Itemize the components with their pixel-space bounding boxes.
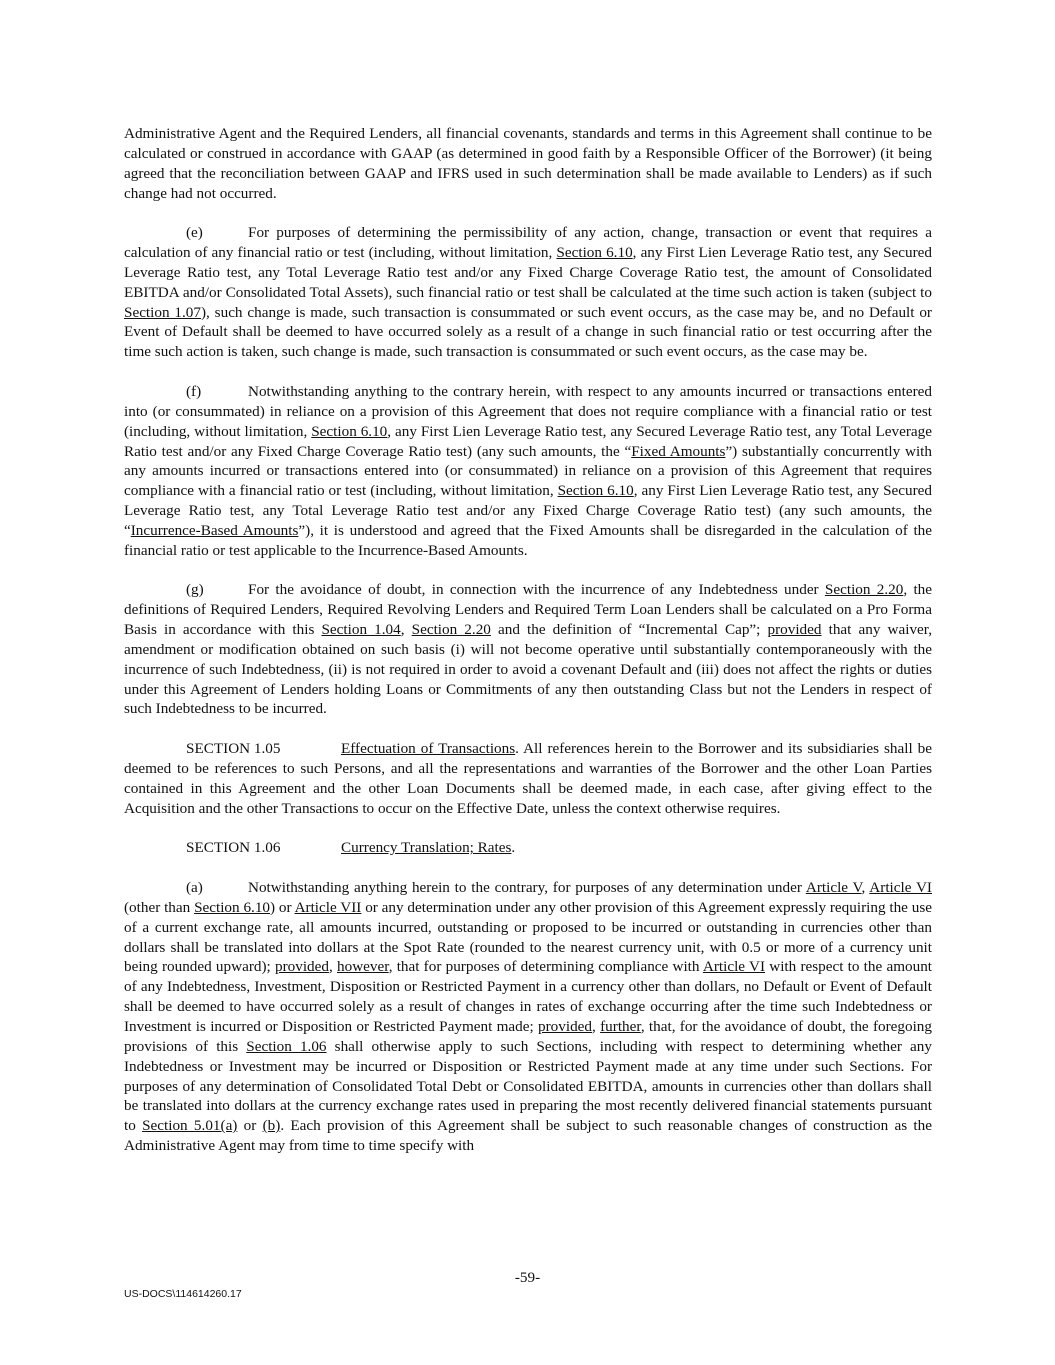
cross-reference: Section 6.10 (311, 422, 388, 440)
text-run: ) or (270, 898, 295, 916)
text-run: and the definition of “Incremental Cap”; (490, 621, 768, 639)
cross-reference: Section 6.10 (557, 482, 634, 500)
text-run: (other than (124, 898, 195, 916)
text-run: . (511, 839, 516, 857)
cross-reference: Section 1.06 (246, 1037, 327, 1055)
cross-reference: Section 6.10 (556, 244, 633, 262)
text-run: or any determination under any other provision of this Agreement expressly requiring the use of a current exchange rate, all amounts incurred, outstanding or proposed to be incurred or outstanding in currencies other than dollars shall be translated into dollars at the Spot Rate (rounded to the nearest currency unit, with 0.5 or more of a currency unit being rounded upward); (124, 898, 932, 976)
text-run: ”), it is understood and agreed that the Fixed Amounts shall be disregarded in the calculation of the financial ratio or test applicable to the Incurrence-Based Amounts. (124, 521, 932, 559)
text-run: , that, for the avoidance of doubt, the foregoing provisions of this (124, 1017, 932, 1055)
cross-reference: Incurrence-Based Amounts (130, 521, 299, 539)
cross-reference: Effectuation of Transactions (341, 740, 516, 758)
cross-reference: provided (538, 1017, 593, 1035)
text-run: , the definitions of Required Lenders, Required Revolving Lenders and Required Term Loan Lenders shall be calculated on a Pro Forma Basis in accordance with this (124, 581, 933, 639)
cross-reference: (b) (262, 1117, 281, 1135)
cross-reference: Section 6.10 (194, 898, 271, 916)
text-run: , any First Lien Leverage Ratio test, any Secured Leverage Ratio test, any Total Leverage Ratio test and/or any Fixed Charge Coverage Ratio test, the amount of Consolidated EBITDA and/or Consolidated Total Assets), such financial ratio or test shall be calculated at the time such action is taken (subject to (124, 244, 933, 301)
cross-reference: Section 5.01(a) (142, 1117, 238, 1135)
cross-reference: Fixed Amounts (631, 442, 726, 460)
text-run: , (861, 879, 870, 897)
paragraph-p-1-04-f (124, 382, 932, 561)
text-run: , that for purposes of determining compliance with (388, 958, 703, 976)
cross-reference: however (337, 958, 389, 976)
text-run: with respect to the amount of any Indebtedness, Investment, Disposition or Restricted Payment in a currency other than dollars, no Default or Event of Default shall be deemed to have occurred solely as a result of changes in rates of exchange occurring after the time such Indebtedness or Investment is incurred or Disposition or Restricted Payment made; (124, 958, 933, 1035)
text-run: that any waiver, amendment or modification obtained on such basis (i) will not become operative until substantially contemporaneously with the incurrence of such Indebtedness, (ii) is not required in order to avoid a covenant Default and (iii) does not affect the rights or duties under this Agreement of Lenders holding Loans or Commitments of any then outstanding Class but not the Lenders in respect of such Indebtedness to be incurred. (124, 621, 933, 718)
section-number: SECTION 1.06 (186, 839, 281, 857)
paragraph-p-continuation (124, 124, 932, 203)
text-run: For purposes of determining the permissibility of any action, change, transaction or event that requires a calculation of any financial ratio or test (including, without limitation, (124, 224, 932, 262)
text-run: , (592, 1017, 601, 1035)
clause-label: (a) (186, 879, 203, 897)
document-body (124, 124, 932, 1156)
section-number: SECTION 1.05 (186, 740, 281, 758)
document-id: US-DOCS\114614260.17 (124, 1288, 242, 1300)
text-run: , (400, 621, 412, 639)
text-run: Notwithstanding anything herein to the contrary, for purposes of any determination under (248, 879, 806, 897)
cross-reference: further (600, 1017, 641, 1035)
cross-reference: Article VI (702, 958, 766, 976)
paragraph-p-1-06-a (124, 878, 932, 1156)
cross-reference: Article VI (869, 879, 932, 897)
cross-reference: Section 1.07 (124, 303, 201, 321)
cross-reference: provided (767, 621, 822, 639)
text-run: . All references herein to the Borrower and its subsidiaries shall be deemed to be references to such Persons, and all the representations and warranties of the Borrower and the other Loan Parties contained in this Agreement and the other Loan Documents shall be deemed made, in each case, after giving effect to the Acquisition and the other Transactions to occur on the Effective Date, unless the context otherwise requires. (124, 740, 932, 817)
paragraph-p-section-1-05 (124, 739, 932, 818)
text-run: Administrative Agent and the Required Lenders, all financial covenants, standards and terms in this Agreement shall continue to be calculated or construed in accordance with GAAP (as determined in good faith by a Responsible Officer of the Borrower) (it being agreed that the reconciliation between GAAP and IFRS used in such determination shall be made available to Lenders) as if such change had not occurred. (124, 125, 932, 202)
text-run: , any First Lien Leverage Ratio test, any Secured Leverage Ratio test, any Total Leverage Ratio test and/or any Fixed Charge Coverage Ratio test) (any such amounts, the “ (124, 422, 932, 460)
clause-label: (e) (186, 224, 203, 242)
text-run: , any First Lien Leverage Ratio test, any Secured Leverage Ratio test, any Total Leverage Ratio test and/or any Fixed Charge Coverage Ratio test) (any such amounts, the “ (124, 482, 932, 539)
paragraph-p-1-04-g (124, 580, 932, 719)
paragraph-p-section-1-06 (124, 838, 932, 858)
text-run: . Each provision of this Agreement shall be subject to such reasonable changes of construction as the Administrative Agent may from time to time specify with (124, 1117, 932, 1155)
paragraph-p-1-04-e (124, 223, 932, 362)
cross-reference: Article V (805, 879, 862, 897)
cross-reference: Section 1.04 (321, 621, 401, 639)
text-run: , (328, 958, 337, 976)
cross-reference: Currency Translation; Rates (341, 839, 512, 857)
text-run: ), such change is made, such transaction is consummated or such event occurs, as the case may be, and no Default or Event of Default shall be deemed to have occurred solely as a result of a change in such financial ratio or test occurring after the time such action is taken, such change is made, such transaction is consummated or such event occurs, as the case may be. (124, 303, 932, 361)
cross-reference: Section 2.20 (824, 581, 904, 599)
text-run: Notwithstanding anything to the contrary herein, with respect to any amounts incurred or transactions entered into (or consummated) in reliance on a provision of this Agreement that does not require compliance with a financial ratio or test (including, without limitation, (124, 382, 932, 440)
cross-reference: Article VII (294, 898, 362, 916)
page-number: -59- (514, 1269, 541, 1286)
text-run: ”) substantially concurrently with any amounts incurred or transactions entered into (or consummated) in reliance on a provision of this Agreement that requires compliance with a financial ratio or test (including, without limitation, (124, 442, 932, 500)
clause-label: (g) (186, 581, 204, 599)
cross-reference: Section 2.20 (411, 621, 491, 639)
text-run: or (237, 1117, 263, 1135)
clause-label: (f) (186, 382, 202, 400)
text-run: shall otherwise apply to such Sections, including with respect to determining whether any Indebtedness or Investment may be incurred or Disposition or Restricted Payment made at any time under such Sections. For purposes of any determination of Consolidated Total Debt or Consolidated EBITDA, amounts in currencies other than dollars shall be translated into dollars at the currency exchange rates used in preparing the most recently delivered financial statements pursuant to (124, 1037, 932, 1135)
text-run: For the avoidance of doubt, in connection with the incurrence of any Indebtedness under (248, 581, 825, 599)
cross-reference: provided (274, 958, 329, 976)
